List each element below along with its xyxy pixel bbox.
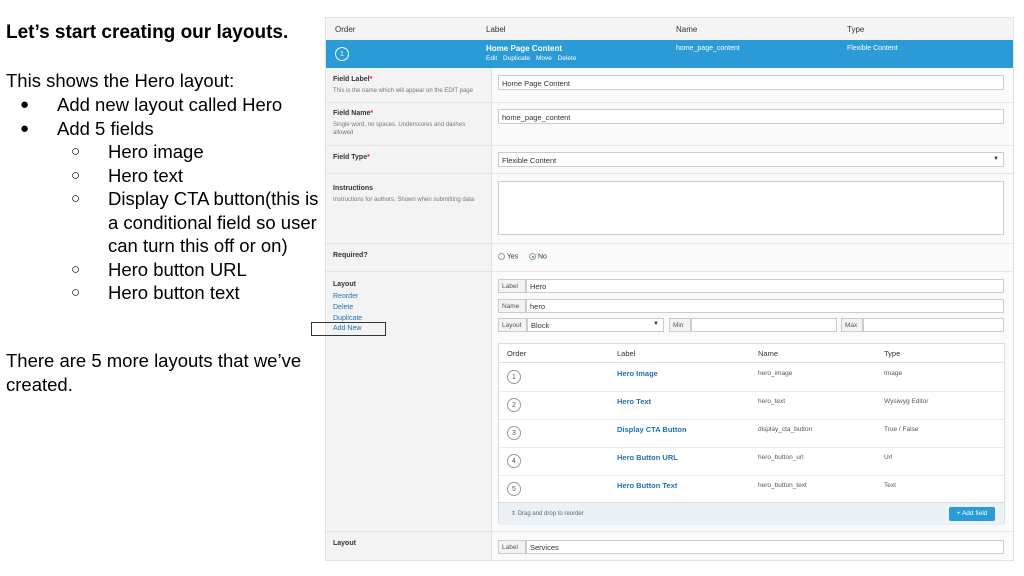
setting-instructions: This is the name which will appear on the EDIT page [333, 88, 473, 94]
sub-field-name: hero_text [758, 398, 786, 405]
reorder-layout-link[interactable]: Reorder [333, 293, 359, 300]
add-new-highlight [311, 322, 386, 336]
sub-bullet-item: ○ Hero button text [71, 282, 240, 303]
setting-label: Instructions [333, 185, 374, 192]
min-input[interactable] [691, 318, 837, 332]
setting-label: Layout [333, 281, 356, 288]
sub-field-label[interactable]: Hero Button Text [617, 481, 678, 490]
col-label: Label [486, 25, 506, 34]
setting-label: Required? [333, 252, 368, 259]
sub-col-order: Order [507, 349, 527, 358]
setting-required [326, 243, 1013, 272]
sub-field-name: hero_button_text [758, 482, 807, 489]
setting-instructions: Instructions for authors. Shown when submitting data [333, 197, 475, 203]
required-no-radio[interactable]: No [529, 253, 547, 260]
setting-field-name [326, 102, 1013, 146]
setting-label: Field Name* [333, 110, 374, 117]
max-prefix: Max [841, 318, 863, 332]
order-badge[interactable]: 3 [507, 426, 521, 440]
col-type: Type [847, 25, 865, 34]
bullet-dot-icon: ● [20, 119, 30, 137]
order-badge[interactable]: 4 [507, 454, 521, 468]
delete-link[interactable]: Delete [557, 55, 577, 62]
layout-label-prefix: Label [498, 279, 526, 293]
updown-arrows-icon: ⇕ [511, 511, 517, 517]
sub-col-type: Type [884, 349, 901, 358]
sub-field-type: Text [884, 482, 896, 489]
layout-type-select[interactable]: Block ▼ [527, 318, 664, 332]
sub-field-label[interactable]: Display CTA Button [617, 425, 687, 434]
order-badge[interactable]: 5 [507, 482, 521, 496]
min-prefix: Min [669, 318, 691, 332]
layout-type-prefix: Layout [498, 318, 527, 332]
setting-instructions-row [326, 173, 1013, 244]
bullet-dot-icon: ● [20, 96, 30, 113]
slide-footer: There are 5 more layouts that we’ve created. [6, 350, 302, 395]
sub-bullet-item: ○ Hero image [71, 141, 204, 162]
layout-label-input[interactable]: Hero [526, 279, 1004, 293]
sub-field-row[interactable] [499, 447, 1004, 476]
field-label-input[interactable]: Home Page Content [498, 75, 1004, 90]
sub-fields-footer [499, 502, 1004, 525]
layout-label-input[interactable]: Services [526, 540, 1004, 554]
max-input[interactable] [863, 318, 1004, 332]
sub-bullet-icon: ○ [71, 260, 81, 278]
radio-icon [498, 253, 505, 260]
field-row-type: Flexible Content [847, 45, 898, 52]
duplicate-layout-link[interactable]: Duplicate [333, 315, 363, 322]
slide-title: Let’s start creating our layouts. [6, 22, 289, 43]
order-badge[interactable]: 2 [507, 398, 521, 412]
edit-link[interactable]: Edit [486, 55, 498, 62]
sub-col-name: Name [758, 349, 779, 358]
setting-field-label [326, 68, 1013, 103]
sub-bullet-icon: ○ [71, 284, 81, 301]
acf-field-editor [325, 17, 1014, 561]
sub-field-type: True / False [884, 426, 919, 433]
sub-field-label[interactable]: Hero Button URL [617, 453, 678, 462]
required-yes-radio[interactable]: Yes [498, 253, 518, 260]
bullet-list [6, 93, 324, 305]
layout-name-input[interactable]: hero [526, 299, 1004, 313]
bullet-item: ● Add new layout called Hero [20, 94, 283, 115]
add-field-button[interactable]: + Add field [949, 507, 995, 521]
order-badge[interactable]: 1 [507, 370, 521, 384]
setting-label: Field Type* [333, 154, 370, 161]
fields-table-header [326, 18, 1013, 41]
slide-intro: This shows the Hero layout: [6, 70, 235, 91]
layout-name-prefix: Name [498, 299, 526, 313]
sub-fields-table [498, 343, 1005, 524]
radio-selected-icon [529, 253, 536, 260]
delete-layout-link[interactable]: Delete [333, 304, 354, 311]
sub-bullet-item: ○ Hero text [71, 164, 184, 186]
sub-field-label[interactable]: Hero Image [617, 369, 658, 378]
chevron-down-icon: ▼ [653, 321, 659, 327]
row-actions [486, 55, 580, 62]
sub-field-type: Image [884, 370, 903, 377]
sub-field-name: hero_image [758, 370, 793, 377]
sub-field-row[interactable] [499, 475, 1004, 503]
sub-bullet-icon: ○ [71, 166, 81, 184]
field-row-active[interactable] [326, 40, 1013, 68]
col-name: Name [676, 25, 698, 34]
instructions-textarea[interactable] [498, 181, 1004, 235]
drag-hint: ⇕ Drag and drop to reorder [511, 511, 584, 517]
setting-layout-2 [326, 531, 1013, 560]
sub-bullet-item: ○ Display CTA button(this is a conditional field so user can turn this off or on) [71, 188, 319, 256]
sub-field-row[interactable] [499, 363, 1004, 392]
sub-col-label: Label [617, 349, 636, 358]
sub-field-row[interactable] [499, 391, 1004, 420]
chevron-down-icon: ▼ [993, 156, 999, 162]
field-name-input[interactable]: home_page_content [498, 109, 1004, 124]
field-row-name: home_page_content [676, 45, 740, 52]
add-new-layout-link[interactable]: Add New [333, 325, 362, 332]
move-link[interactable]: Move [535, 55, 552, 62]
setting-label: Field Label* [333, 76, 373, 83]
layout-label-prefix: Label [498, 540, 526, 554]
sub-field-row[interactable] [499, 419, 1004, 448]
sub-bullet-icon: ○ [71, 190, 81, 207]
field-row-label[interactable]: Home Page Content [486, 44, 563, 53]
sub-bullet-item: ○ Hero button URL [71, 258, 247, 280]
bullet-item: ● Add 5 fields [20, 117, 154, 139]
sub-field-name: display_cta_button [758, 426, 813, 433]
duplicate-link[interactable]: Duplicate [503, 55, 531, 62]
sub-field-type: Wysiwyg Editor [884, 398, 929, 405]
order-badge[interactable]: 1 [335, 47, 349, 61]
sub-field-name: hero_button_url [758, 454, 804, 461]
setting-field-type [326, 145, 1013, 174]
sub-bullet-icon: ○ [71, 143, 81, 160]
setting-instructions: Single word, no spaces. Underscores and dashes allowed [333, 122, 466, 136]
field-type-select[interactable]: Flexible Content ▼ [498, 152, 1004, 167]
sub-fields-header [499, 344, 1004, 363]
setting-label: Layout [333, 540, 356, 547]
col-order: Order [335, 25, 356, 34]
sub-field-label[interactable]: Hero Text [617, 397, 652, 406]
sub-field-type: Url [884, 454, 893, 461]
